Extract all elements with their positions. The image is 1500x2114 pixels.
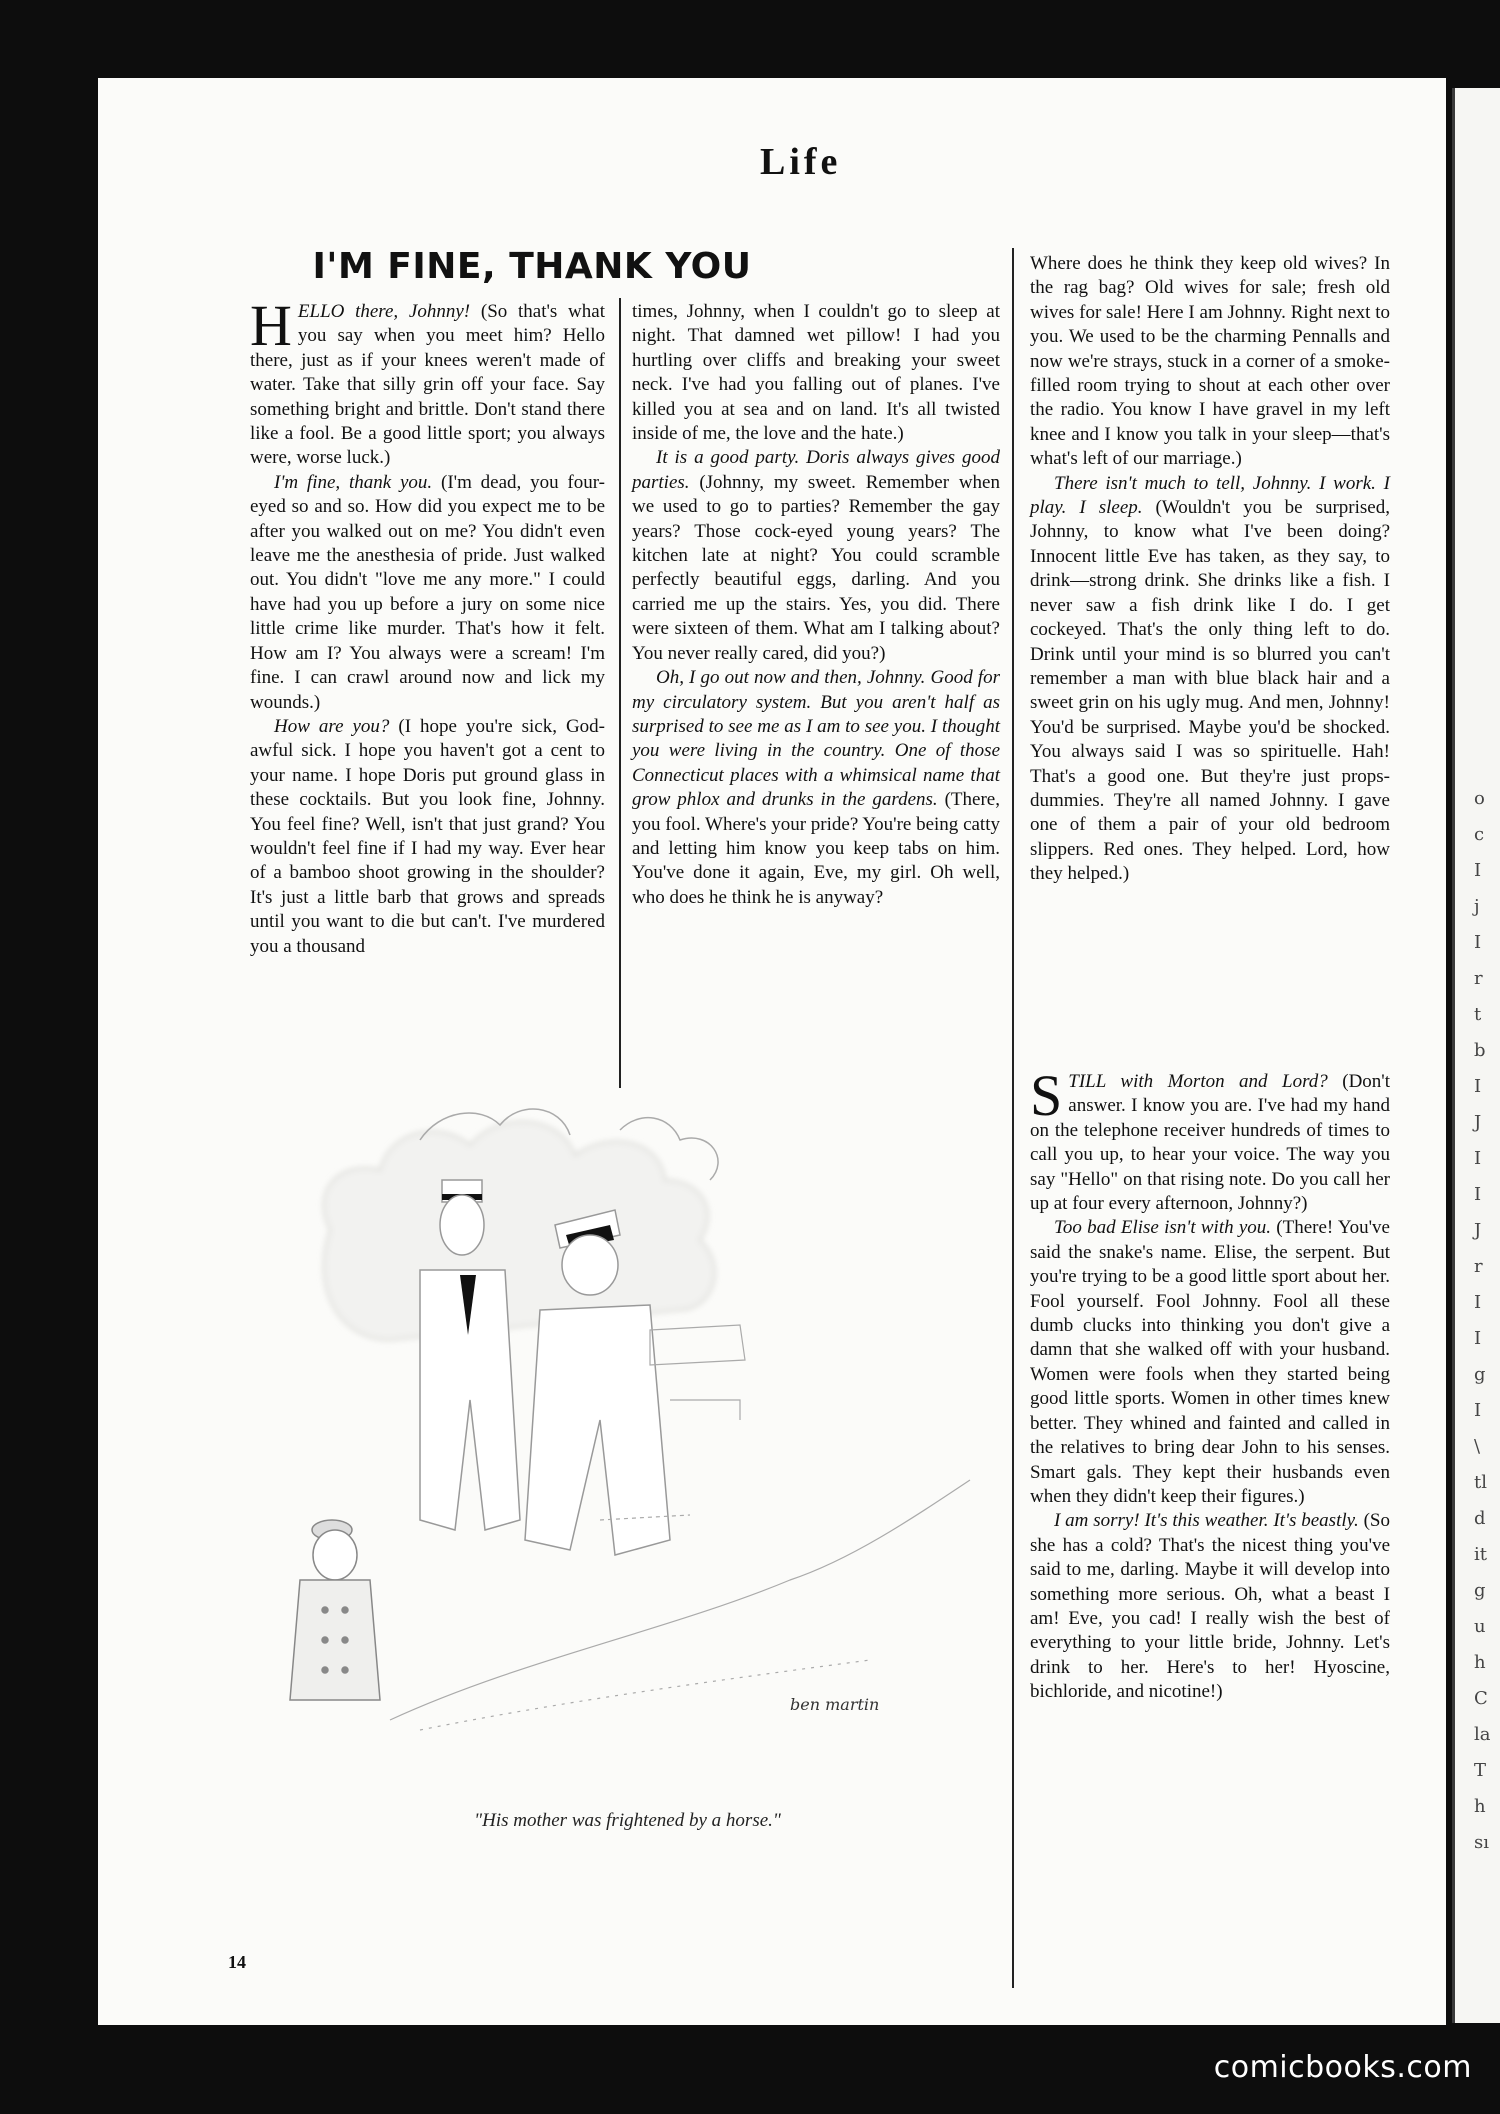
facing-page-fragment: J xyxy=(1474,1112,1482,1133)
facing-page-fragment: u xyxy=(1474,1616,1486,1637)
cartoon-caption: "His mother was frightened by a horse." xyxy=(474,1810,781,1831)
facing-page-fragment: r xyxy=(1474,968,1483,989)
drop-cap: H xyxy=(250,293,292,358)
inner-monologue: (So that's what you say when you meet him? Hello there, just as if your knees weren't made of water. Take that silly grin off your face. Say something bright and brittle. Don't stand there like a fool. Be a good little sport; you always were, worse luck.) xyxy=(250,301,605,469)
facing-page-fragment: g xyxy=(1474,1580,1486,1601)
facing-page-fragment: I xyxy=(1474,860,1482,881)
article-paragraph xyxy=(1030,472,1390,887)
article-paragraph xyxy=(1030,1509,1390,1704)
column-rule xyxy=(619,298,621,1088)
facing-page-fragment: sı xyxy=(1474,1832,1489,1853)
article-column-1 xyxy=(250,293,606,959)
facing-page-fragment: o xyxy=(1474,788,1485,809)
facing-page-fragment: j xyxy=(1474,896,1480,917)
article-paragraph xyxy=(250,715,605,959)
column-rule xyxy=(1012,248,1014,1988)
facing-page-fragment: I xyxy=(1474,1184,1482,1205)
article-paragraph xyxy=(250,293,605,471)
italic-dialogue: It is a good party. Doris always gives good parties. xyxy=(632,447,1000,493)
page-number: 14 xyxy=(228,1952,246,1972)
facing-page-fragment: b xyxy=(1474,1040,1486,1061)
child-figure xyxy=(290,1520,380,1700)
article-paragraph xyxy=(1030,252,1390,472)
facing-page-fragment: t xyxy=(1474,1004,1482,1025)
inner-monologue: (I'm dead, you four-eyed so and so. How did you expect me to be after you walked out on me? You didn't even leave me the anesthesia of pride. Just walked out. You didn't "love me any more." I could have had you up before a jury on some nice little crime like murder. That's how it felt. How am I? You always were a scream! I'm fine. I can crawl around now and lick my wounds.) xyxy=(250,471,606,713)
facing-page-fragment: r xyxy=(1474,1256,1483,1277)
article-paragraph xyxy=(632,666,1000,910)
italic-dialogue: There isn't much to tell, Johnny. I work. I play. I sleep. xyxy=(1030,472,1390,519)
facing-page-fragment: h xyxy=(1474,1652,1486,1673)
article-paragraph xyxy=(632,300,1000,446)
facing-page-fragment: d xyxy=(1474,1508,1486,1529)
article-paragraph xyxy=(632,446,1000,666)
facing-page-fragment: la xyxy=(1474,1724,1491,1745)
facing-page-fragment: tl xyxy=(1474,1472,1487,1493)
article-title: I'M FINE, THANK YOU xyxy=(312,246,752,287)
cartoon-illustration xyxy=(270,1100,1005,1750)
facing-page-fragment: I xyxy=(1474,1400,1482,1421)
inner-monologue: (Wouldn't you be surprised, Johnny, to know what I've been doing? Innocent little Eve has taken, as they say, to drink—strong drink. She drinks like a fish. I never saw a fish drink like I do. I get cockeyed. That's the only thing left to do. Drink until your mind is so blurred you can't remember a man with blue black hair and a sweet grin on his ugly mug. And men, Johnny! You'd be surprised. Maybe you'd be shocked. You always said I was so spirituelle. Hah! That's a good one. But they're just props-dummies. They're all named Johnny. I gave one of them a pair of your old bedroom slippers. Red ones. They helped. Lord, how they helped.) xyxy=(1030,497,1390,885)
facing-page-edge xyxy=(1452,88,1500,2023)
inner-monologue: Where does he think they keep old wives? In the rag bag? Old wives for sale; fresh old wives for sale! Here I am Johnny. Right next to you. We used to be the charming Pennalls and now we're strays, stuck in a corner of a smoke-filled room trying to shout at each other over the radio. You know I have gravel in my left knee and I know you talk in your sleep—that's what's left of our marriage.) xyxy=(1030,253,1390,470)
italic-dialogue: ELLO there, Johnny! xyxy=(297,301,471,322)
italic-dialogue: TILL with Morton and Lord? xyxy=(1068,1071,1328,1092)
facing-page-fragment: J xyxy=(1474,1220,1482,1241)
facing-page-fragment: I xyxy=(1474,1148,1482,1169)
artist-signature: ben martin xyxy=(790,1695,880,1714)
facing-page-fragment: C xyxy=(1474,1688,1488,1709)
cloud-shape xyxy=(324,1109,718,1340)
article-paragraph xyxy=(250,471,605,715)
inner-monologue: (Johnny, my sweet. Remember when we used to go to parties? Remember the gay years? Those cock-eyed young years? The kitchen late at night? You could scramble perfectly beautiful eggs, darling. And you carried me up the stairs. Yes, you did. There were sixteen of them. What am I talking about? You never really cared, did you?) xyxy=(632,471,1000,664)
italic-dialogue: I'm fine, thank you. xyxy=(274,471,433,493)
site-watermark: comicbooks.com xyxy=(1213,2050,1472,2085)
drop-cap: S xyxy=(1030,1063,1063,1128)
facing-page-fragment: I xyxy=(1474,932,1482,953)
page-gutter-line xyxy=(1452,88,1455,2023)
inner-monologue: times, Johnny, when I couldn't go to sleep at night. That damned wet pillow! I had you hurtling over cliffs and breaking your sweet neck. I've had you falling out of planes. I've killed you at sea and on land. It's all twisted inside of me, the love and the hate.) xyxy=(632,301,1000,445)
article-column-3 xyxy=(1030,252,1390,887)
inner-monologue: (There! You've said the snake's name. Elise, the serpent. But you're trying to be a good little sport about her. Fool yourself. Fool Johnny. Fool all these dumb clucks into thinking you don't give a damn that she walked off with your husband. Women were fools when they started being good little sports. Women in other times knew better. They whined and fainted and called in the relatives to bring dear John to his senses. Smart gals. They kept their husbands even when they didn't keep their figures.) xyxy=(1030,1217,1390,1507)
magazine-masthead: Life xyxy=(760,141,842,183)
article-paragraph xyxy=(1030,1063,1390,1216)
facing-page-fragment: I xyxy=(1474,1328,1482,1349)
article-paragraph xyxy=(1030,1216,1390,1509)
italic-dialogue: I am sorry! It's this weather. It's beastly. xyxy=(1054,1510,1359,1532)
facing-page-fragment: g xyxy=(1474,1364,1486,1385)
inner-monologue: (So she has a cold? That's the nicest thing you've said to me, darling. Maybe it will develop into something more serious. Oh, what a beast I am! Eve, you cad! I really wish the best of everything to your little bride, Johnny. Let's drink to her. Here's to her! Hyoscine, bichloride, and nicotine!) xyxy=(1030,1510,1390,1703)
article-column-3-section-2 xyxy=(1030,1063,1390,1705)
facing-page-fragment: I xyxy=(1474,1292,1482,1313)
facing-page-fragment: I xyxy=(1474,1076,1482,1097)
facing-page-fragment: h xyxy=(1474,1796,1486,1817)
facing-page-fragment: it xyxy=(1474,1544,1487,1565)
facing-page-fragment: \ xyxy=(1474,1436,1481,1457)
inner-monologue: (Don't answer. I know you are. I've had my hand on the telephone receiver hundreds of times to call you up, to hear your voice. The way you say "Hello" on that rising note. Do you call her up at four every afternoon, Johnny?) xyxy=(1030,1071,1390,1215)
article-column-2 xyxy=(632,300,1000,910)
inner-monologue: (There, you fool. Where's your pride? You're being catty and letting him know you keep tabs on him. You've done it again, Eve, my girl. Oh well, who does he think he is anyway? xyxy=(632,789,1000,908)
italic-dialogue: Too bad Elise isn't with you. xyxy=(1054,1217,1272,1239)
facing-page-fragment: T xyxy=(1474,1760,1487,1781)
inner-monologue: (I hope you're sick, God-awful sick. I hope you haven't got a cent to your name. I hope Doris put ground glass in these cocktails. But you look fine, Johnny. You feel fine? Well, isn't that just grand? You wouldn't feel fine if I had my way. Ever hear of a bamboo shoot growing in the shoulder? It's just a little barb that grows and spreads until you want to die but can't. I've murdered you a thousand xyxy=(250,715,605,957)
italic-dialogue: Oh, I go out now and then, Johnny. Good for my circulatory system. But you aren't half as surprised to see me as I am to see you. I thought you were living in the country. One of those Connecticut places with a whimsical name that grow phlox and drunks in the gardens. xyxy=(632,667,1000,811)
italic-dialogue: How are you? xyxy=(274,715,390,737)
facing-page-fragment: c xyxy=(1474,824,1485,845)
